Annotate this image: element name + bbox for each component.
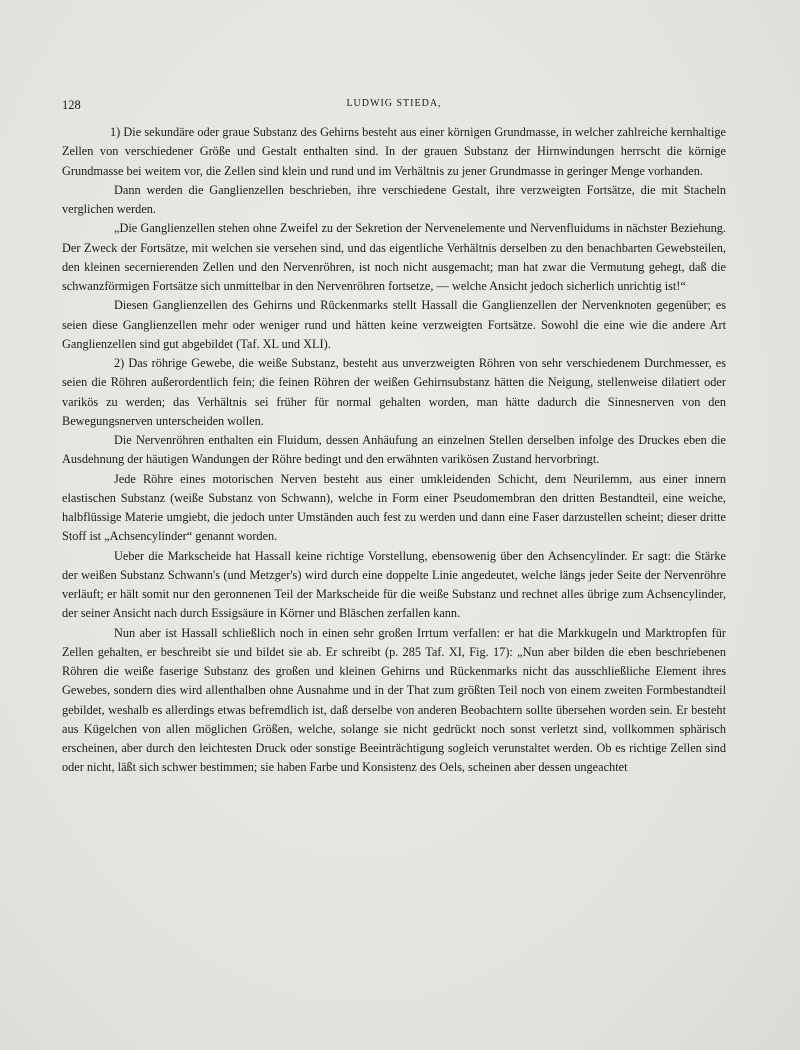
paragraph: Ueber die Markscheide hat Hassall keine richtige Vorstellung, ebensowenig über den Achsencylinder. Er sagt: die Stärke der weißen Substanz Schwann's (und Metzger's) wird durch eine doppelte Linie angedeutet, welche längs jeder Seite der Nervenröhre verläuft; er hält somit nur den geronnenen Teil der Markscheide für die weiße Substanz und rechnet alles übrige zum Achsencylinder, der seiner Ansicht nach durch Essigsäure in Körner und Bläschen zerfallen kann.	[62, 548, 726, 621]
paragraph: Dann werden die Ganglienzellen beschrieben, ihre verschiedene Gestalt, ihre verzweigten Fortsätze, die mit Stacheln verglichen werden.	[62, 182, 726, 216]
paragraph: Die Nervenröhren enthalten ein Fluidum, dessen Anhäufung an einzelnen Stellen derselben infolge des Druckes eben die Ausdehnung der häutigen Wandungen der Röhre bedingt und den erwähnten varikösen Zustand hervorbringt.	[62, 433, 726, 467]
body-text	[62, 123, 726, 778]
paragraph: Diesen Ganglienzellen des Gehirns und Rückenmarks stellt Hassall die Ganglienzellen der Nervenknoten gegenüber; es seien diese Ganglienzellen mehr oder weniger rund und hätten keine verzweigten Fortsätze. Sowohl die eine wie die andere Art Ganglienzellen sind gut abgebildet (Taf. XL und XLI).	[62, 298, 726, 351]
paragraph: Nun aber ist Hassall schließlich noch in einen sehr großen Irrtum verfallen: er hat die Markkugeln und Marktropfen für Zellen gehalten, er beschreibt sie und bildet sie ab. Er schreibt (p. 285 Taf. XI, Fig. 17): „Nun aber bilden die eben beschriebenen Röhren die weiße faserige Substanz des großen und kleinen Gehirns und Rückenmarks nicht das ausschließliche Element ihres Gewebes, sondern dies wird allenthalben ohne Ausnahme und in der That zum größten Teil noch von einem zweiten Formbestandteil gebildet, weshalb es allerdings etwas befremdlich ist, daß derselbe von anderen Beobachtern sollte übersehen worden sein. Er besteht aus Kügelchen von allen möglichen Größen, welche, solange sie nicht gedrückt noch sonst verletzt sind, vollkommen sphärisch erscheinen, aber durch den leichtesten Druck oder sonstige Beeinträchtigung sogleich verunstaltet werden. Ob es richtige Zellen sind oder nicht, läßt sich schwer bestimmen; sie haben Farbe und Konsistenz des Oels, scheinen aber dessen ungeachtet	[62, 625, 726, 775]
paragraph: 2) Das röhrige Gewebe, die weiße Substanz, besteht aus unverzweigten Röhren von sehr verschiedenem Durchmesser, es seien die Röhren außerordentlich fein; die feinen Röhren der weißen Gehirnsubstanz hätten die Neigung, stellenweise dilatiert oder varikös zu werden; das Verhältnis sei früher für normal gehalten worden, man hätte dadurch die Sinnesnerven von den Bewegungsnerven unterscheiden wollen.	[62, 356, 726, 428]
page-number: 128	[62, 98, 81, 112]
running-head: LUDWIG STIEDA,	[346, 98, 442, 109]
paragraph: 1) Die sekundäre oder graue Substanz des Gehirns besteht aus einer körnigen Grundmasse, in welcher zahlreiche kernhaltige Zellen von verschiedener Größe und Gestalt enthalten sind. In der grauen Substanz der Hirnwindungen herrscht die körnige Grundmasse bei weitem vor, die Zellen sind klein und rund und im Verhältnis zu jener Grundmasse in geringer Menge vorhanden.	[62, 125, 726, 178]
paragraph: Jede Röhre eines motorischen Nerven besteht aus einer umkleidenden Schicht, dem Neurilemm, aus einer innern elastischen Substanz (weiße Substanz von Schwann), welche in Form einer Pseudomembran den dritten Bestandteil, eine weiche, halbflüssige Materie umgiebt, die jedoch unter Umständen auch fest zu werden und dann eine Faser darzustellen scheint; dieser dritte Stoff ist „Achsencylinder“ genannt worden.	[62, 471, 726, 544]
page-header	[62, 98, 726, 114]
paragraph: „Die Ganglienzellen stehen ohne Zweifel zu der Sekretion der Nervenelemente und Nervenfluidums in nächster Beziehung. Der Zweck der Fortsätze, mit welchen sie versehen sind, und das eigentliche Verhältnis derselben zu den benachbarten Gewebsteilen, den kleinen secernierenden Zellen und den Nervenröhren, ist noch nicht ausgemacht; man hat zwar die Vermutung gehegt, daß die schwanzförmigen Fortsätze sich unmittelbar in den Nervenröhren fortsetze, — welche Ansicht jedoch sicherlich unrichtig ist!“	[62, 221, 726, 293]
